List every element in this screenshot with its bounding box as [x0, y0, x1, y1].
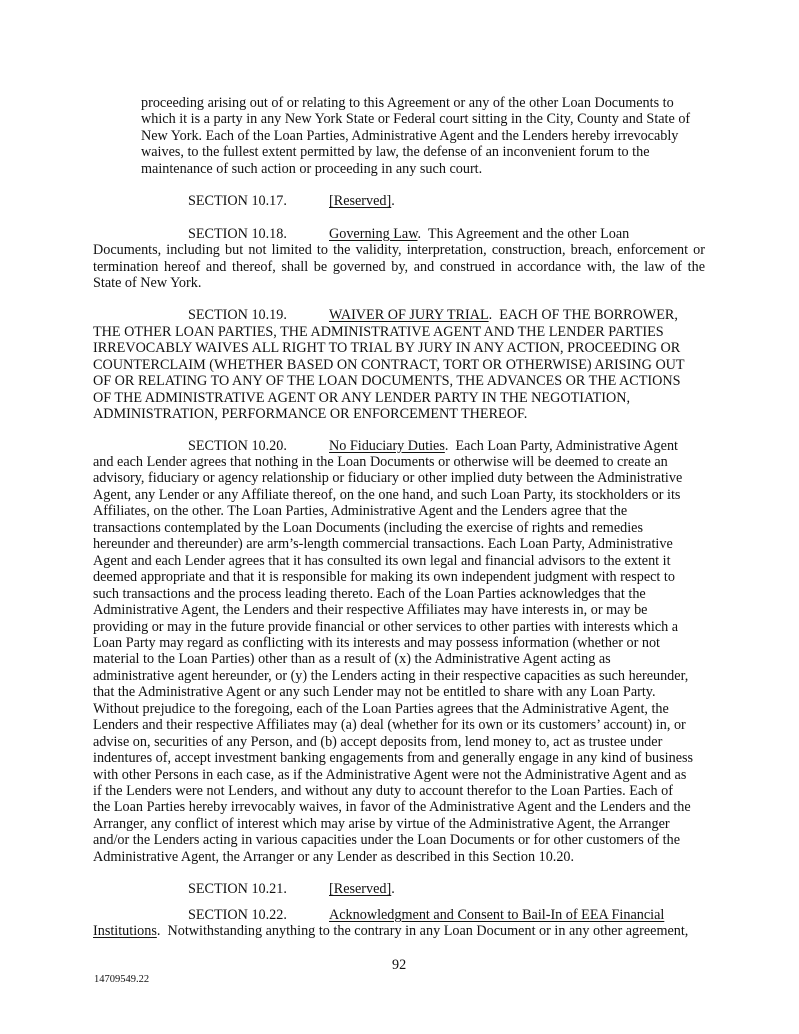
text-line: Agent, any Lender or any Affiliate thereof, on the one hand, and such Loan Party, its stockholders or its [93, 486, 681, 503]
section-body-text: . Notwithstanding anything to the contrary in any Loan Document or in any other agreement, [156, 923, 689, 939]
text-line: administrative agent hereunder, or (y) the Lenders acting in their respective capacities as such hereunder, [93, 667, 689, 684]
text-line: such transactions and the process leading thereto. Each of the Loan Parties acknowledges that the [93, 585, 646, 602]
section-title [329, 881, 395, 897]
text-line: the Loan Parties hereby irrevocably waives, in favor of the Administrative Agent and the Lenders and the [93, 799, 691, 816]
section-number: SECTION 10.19. [188, 307, 287, 323]
section-number: SECTION 10.22. [188, 907, 287, 923]
text-line: which it is a party in any New York State or Federal court sitting in the City, County and State of [141, 111, 691, 127]
text-line: and/or the Lenders acting in various capacities under the Loan Documents or for other customers of the [93, 832, 681, 849]
text-line: with other Persons in each case, as if the Administrative Agent were not the Administrative Agent and as [93, 766, 687, 783]
text-line: transactions contemplated by the Loan Documents (including the exercise of rights and remedies [93, 519, 643, 536]
text-line: OF THE ADMINISTRATIVE AGENT OR ANY LENDER PARTY IN THE NEGOTIATION, [93, 390, 631, 406]
section-title-suffix: . [488, 307, 493, 323]
section-number: SECTION 10.18. [188, 226, 287, 242]
text-line: that the Administrative Agent or any such Lender may not be entitled to share with any Loan Party. [93, 684, 656, 701]
section-title [329, 307, 678, 323]
section-title [329, 907, 664, 923]
section-title-suffix: . [391, 881, 395, 897]
section-title [329, 438, 678, 454]
text-line: hereunder and thereunder) are arm’s-length commercial transactions. Each Loan Party, Administrative [93, 536, 673, 553]
text-line [93, 923, 688, 939]
text-line: State of New York. [93, 275, 202, 291]
text-line: THE OTHER LOAN PARTIES, THE ADMINISTRATIVE AGENT AND THE LENDER PARTIES [93, 324, 664, 340]
text-line: proceeding arising out of or relating to this Agreement or any of the other Loan Documents to [141, 95, 674, 111]
text-line: providing or may in the future provide financial or other services to other parties with interests which a [93, 618, 679, 635]
text-line: material to the Loan Parties) other than as a result of (x) the Administrative Agent acting as [93, 651, 611, 668]
section-title-text: [Reserved] [329, 881, 392, 897]
text-line: if the Lenders were not Lenders, and without any duty to account therefor to the Loan Parties. Each of [93, 783, 673, 799]
page-number: 92 [392, 957, 407, 973]
section-title-text: No Fiduciary Duties [329, 438, 445, 454]
section-title-text: WAIVER OF JURY TRIAL [329, 307, 489, 323]
text-line: ADMINISTRATION, PERFORMANCE OR ENFORCEMENT THEREOF. [93, 406, 528, 422]
text-line: and each Lender agrees that nothing in the Loan Documents or otherwise will be deemed to create an [93, 454, 668, 470]
section-title-text: Acknowledgment and Consent to Bail-In of EEA Financial [329, 907, 665, 923]
text-line: termination hereof and thereof, shall be governed by, and construed in accordance with, the law of the [93, 259, 705, 275]
text-line: Without prejudice to the foregoing, each of the Loan Parties agrees that the Administrative Agent, the [93, 700, 669, 717]
text-line: IRREVOCABLY WAIVES ALL RIGHT TO TRIAL BY JURY IN ANY ACTION, PROCEEDING OR [93, 340, 681, 356]
section-lead-text: Each Loan Party, Administrative Agent [448, 438, 678, 454]
text-line: Administrative Agent, the Arranger or any Lender as described in this Section 10.20. [93, 848, 575, 865]
section-title-text: Governing Law [329, 226, 418, 242]
text-line: Arranger, any conflict of interest which may arise by virtue of the Administrative Agent, the Arranger [93, 815, 670, 832]
text-line: New York. Each of the Loan Parties, Administrative Agent and the Lenders hereby irrevocably [141, 128, 679, 144]
text-line: Loan Party may regard as conflicting with its interests and may possess information (whether or not [93, 634, 660, 651]
section-number: SECTION 10.21. [188, 881, 287, 897]
text-line: Documents, including but not limited to the validity, interpretation, construction, breach, enforcement or [93, 242, 705, 258]
section-title-suffix: . [391, 193, 395, 209]
section-lead-text: This Agreement and the other Loan [421, 226, 630, 242]
text-line: advise on, securities of any Person, and (b) accept deposits from, lend money to, act as trustee under [93, 733, 663, 750]
text-line: maintenance of such action or proceeding in any such court. [141, 161, 483, 177]
section-title-suffix: . [444, 438, 449, 454]
text-line: Administrative Agent, the Lenders and their respective Affiliates may have interests in, or may be [93, 602, 648, 619]
section-title-text: [Reserved] [329, 193, 392, 209]
text-line: Affiliates, on the other. The Loan Parties, Administrative Agent and the Lenders agree that the [93, 503, 628, 520]
section-lead-text: EACH OF THE BORROWER, [492, 307, 678, 323]
section-title [329, 193, 395, 209]
text-line: indentures of, accept investment banking engagements from and generally engage in any kind of business [93, 750, 694, 767]
text-line: COUNTERCLAIM (WHETHER BASED ON CONTRACT, TORT OR OTHERWISE) ARISING OUT [93, 357, 685, 373]
text-line: advisory, fiduciary or agency relationship or fiduciary or other implied duty between the Administrative [93, 470, 683, 487]
section-title-suffix: . [417, 226, 422, 242]
text-line: deemed appropriate and that it is responsible for making its own independent judgment with respect to [93, 569, 675, 586]
text-line: OF OR RELATING TO ANY OF THE LOAN DOCUMENTS, THE ADVANCES OR THE ACTIONS [93, 373, 681, 389]
text-line: Agent and each Lender agrees that it has consulted its own legal and financial advisors to the extent it [93, 552, 671, 569]
section-number: SECTION 10.20. [188, 438, 287, 454]
text-line: Lenders and their respective Affiliates may (a) deal (whether for its own or its customers’ account) in, or [93, 717, 686, 734]
text-line: waives, to the fullest extent permitted by law, the defense of an inconvenient forum to the [141, 144, 650, 160]
section-title [329, 226, 629, 242]
section-title-continuation: Institutions [93, 923, 157, 939]
section-number: SECTION 10.17. [188, 193, 287, 209]
document-id: 14709549.22 [94, 974, 150, 985]
